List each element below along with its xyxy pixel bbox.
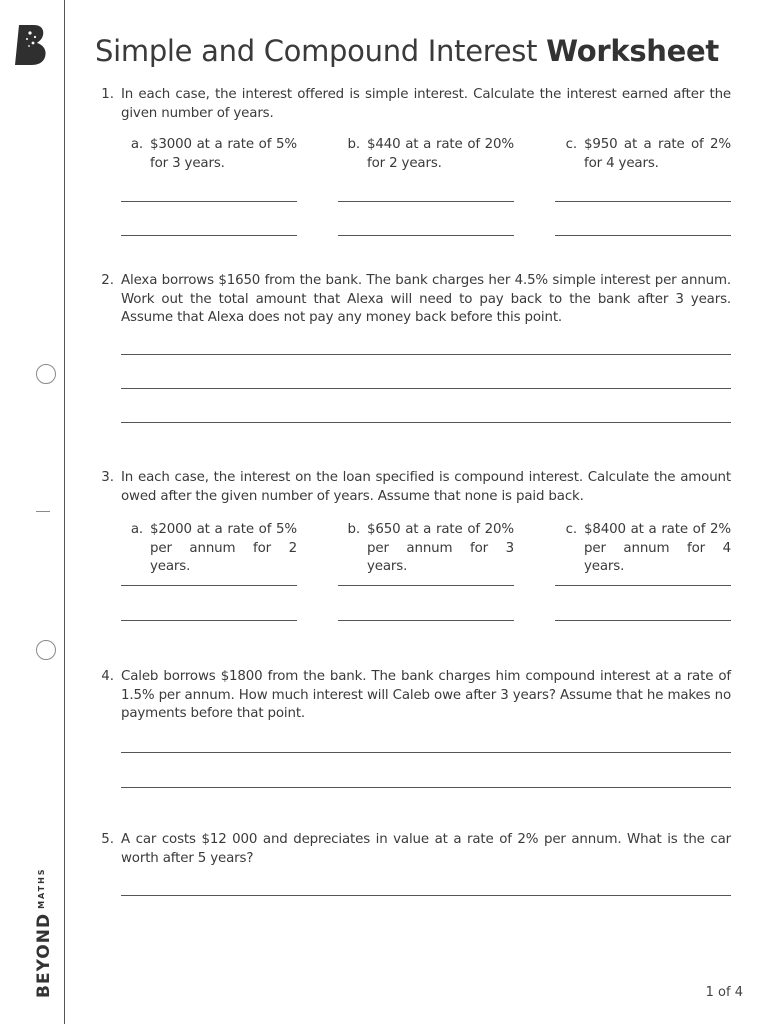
answer-line-3c-1[interactable] [555, 585, 731, 586]
answer-line-2-1[interactable] [121, 354, 731, 355]
question-1b-text: $440 at a rate of 20% for 2 years. [367, 137, 514, 171]
question-3a-text: $2000 at a rate of 5% per annum for 2 years. [150, 522, 297, 574]
answer-line-3c-2[interactable] [555, 620, 731, 621]
question-3-text: In each case, the interest on the loan specified is compound interest. Calculate the amount owed after the given number of years. Assume that none is paid back. [121, 470, 731, 504]
question-3b-letter: b. [347, 522, 360, 537]
answer-line-2-2[interactable] [121, 388, 731, 389]
question-5-number: 5. [101, 832, 114, 847]
question-1b-letter: b. [347, 137, 360, 152]
answer-line-3b-1[interactable] [338, 585, 514, 586]
question-4-text: Caleb borrows $1800 from the bank. The bank charges him compound interest at a rate of 1.5% per annum. How much interest will Caleb owe after 3 years? Assume that he makes no payments before that point. [121, 669, 731, 721]
answer-line-1b-2[interactable] [338, 235, 514, 236]
page-number: 1 of 4 [705, 985, 743, 1000]
fold-mark [36, 511, 50, 512]
answer-line-3b-2[interactable] [338, 620, 514, 621]
question-1-text: In each case, the interest offered is simple interest. Calculate the interest earned after the given number of years. [121, 87, 731, 121]
answer-line-3a-1[interactable] [121, 585, 297, 586]
answer-line-2-3[interactable] [121, 422, 731, 423]
punch-hole-top [36, 364, 56, 384]
title-bold: Worksheet [546, 34, 719, 68]
question-1-number: 1. [101, 87, 114, 102]
question-2-number: 2. [101, 273, 114, 288]
answer-line-4-2[interactable] [121, 787, 731, 788]
punch-hole-bottom [36, 640, 56, 660]
answer-line-5-1[interactable] [121, 895, 731, 896]
question-2-text: Alexa borrows $1650 from the bank. The bank charges her 4.5% simple interest per annum. Work out the total amount that Alexa will need to pay back to the bank after 3 years. Assume that Alexa does not pay any money back before this point. [121, 273, 731, 325]
answer-line-3a-2[interactable] [121, 620, 297, 621]
answer-line-1b-1[interactable] [338, 201, 514, 202]
brand-sub: MATHS [37, 867, 46, 909]
answer-line-1a-1[interactable] [121, 201, 297, 202]
title-regular: Simple and Compound Interest [95, 34, 538, 68]
question-3-number: 3. [101, 470, 114, 485]
question-1c-letter: c. [565, 137, 577, 152]
question-1a-letter: a. [130, 137, 143, 152]
answer-line-1c-1[interactable] [555, 201, 731, 202]
brand-wordmark [34, 867, 54, 998]
question-1a-text: $3000 at a rate of 5% for 3 years. [150, 137, 297, 171]
answer-line-1c-2[interactable] [555, 235, 731, 236]
question-3a-letter: a. [130, 522, 143, 537]
brand-name: BEYOND [34, 912, 54, 998]
question-3c-text: $8400 at a rate of 2% per annum for 4 years. [584, 522, 731, 574]
question-3c-letter: c. [565, 522, 577, 537]
question-1c-text: $950 at a rate of 2% for 4 years. [584, 137, 731, 171]
margin-line [64, 0, 65, 1024]
beyond-b-logo-icon [14, 24, 50, 66]
question-5-text: A car costs $12 000 and depreciates in value at a rate of 2% per annum. What is the car worth after 5 years? [121, 832, 731, 866]
answer-line-4-1[interactable] [121, 752, 731, 753]
question-4-number: 4. [101, 669, 114, 684]
answer-line-1a-2[interactable] [121, 235, 297, 236]
question-3b-text: $650 at a rate of 20% per annum for 3 years. [367, 522, 514, 574]
page-title [95, 34, 719, 68]
